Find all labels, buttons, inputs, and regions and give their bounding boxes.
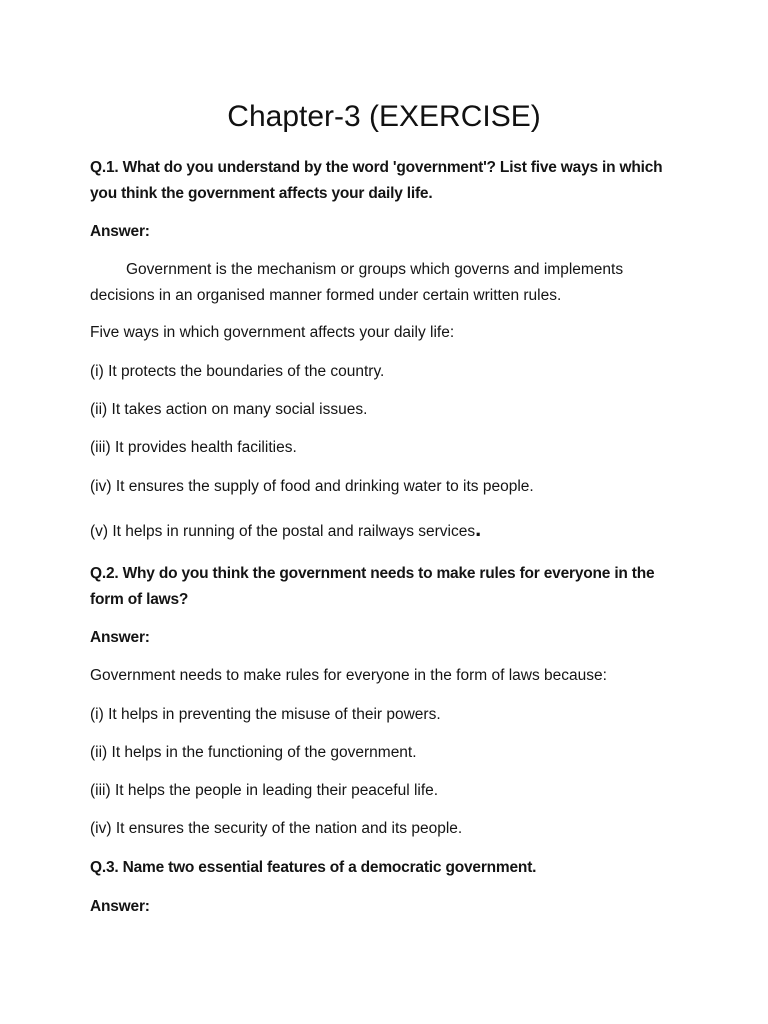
page-title: Chapter-3 (EXERCISE) (227, 100, 541, 133)
question-1 (90, 155, 662, 206)
question-2 (90, 561, 654, 612)
answer-1-list-item (90, 516, 482, 545)
answer-1-list-item: (ii) It takes action on many social issues. (90, 401, 368, 418)
answer-2-label: Answer: (90, 629, 150, 646)
question-1-line: you think the government affects your daily life. (90, 184, 433, 202)
answer-1-list-item: (iv) It ensures the supply of food and drinking water to its people. (90, 478, 534, 495)
answer-2-list-intro: Government needs to make rules for everyone in the form of laws because: (90, 667, 607, 684)
answer-1-list-intro: Five ways in which government affects your daily life: (90, 324, 455, 341)
answer-2-list-item: (ii) It helps in the functioning of the government. (90, 744, 417, 761)
answer-2-list-item: (i) It helps in preventing the misuse of their powers. (90, 706, 441, 723)
answer-1-list-item-text: (v) It helps in running of the postal and railways services (90, 523, 476, 540)
answer-1-list-item: (iii) It provides health facilities. (90, 439, 297, 456)
question-2-line: form of laws? (90, 590, 189, 608)
answer-1-definition-line: decisions in an organised manner formed under certain written rules. (90, 286, 562, 304)
answer-2-list-item: (iv) It ensures the security of the nation and its people. (90, 820, 463, 837)
question-2-line: Q.2. Why do you think the government needs to make rules for everyone in the (90, 565, 655, 582)
answer-1-list-item-period: . (475, 516, 482, 541)
question-1-line: Q.1. What do you understand by the word 'government'? List five ways in which (90, 159, 663, 176)
answer-1-list-item: (i) It protects the boundaries of the country. (90, 363, 385, 380)
answer-1-label: Answer: (90, 223, 150, 240)
answer-2-list-item: (iii) It helps the people in leading their peaceful life. (90, 782, 439, 799)
answer-1-definition-line: Government is the mechanism or groups which governs and implements (126, 261, 624, 278)
question-3: Q.3. Name two essential features of a democratic government. (90, 859, 537, 876)
answer-1-definition (90, 257, 623, 308)
answer-3-label: Answer: (90, 898, 150, 915)
